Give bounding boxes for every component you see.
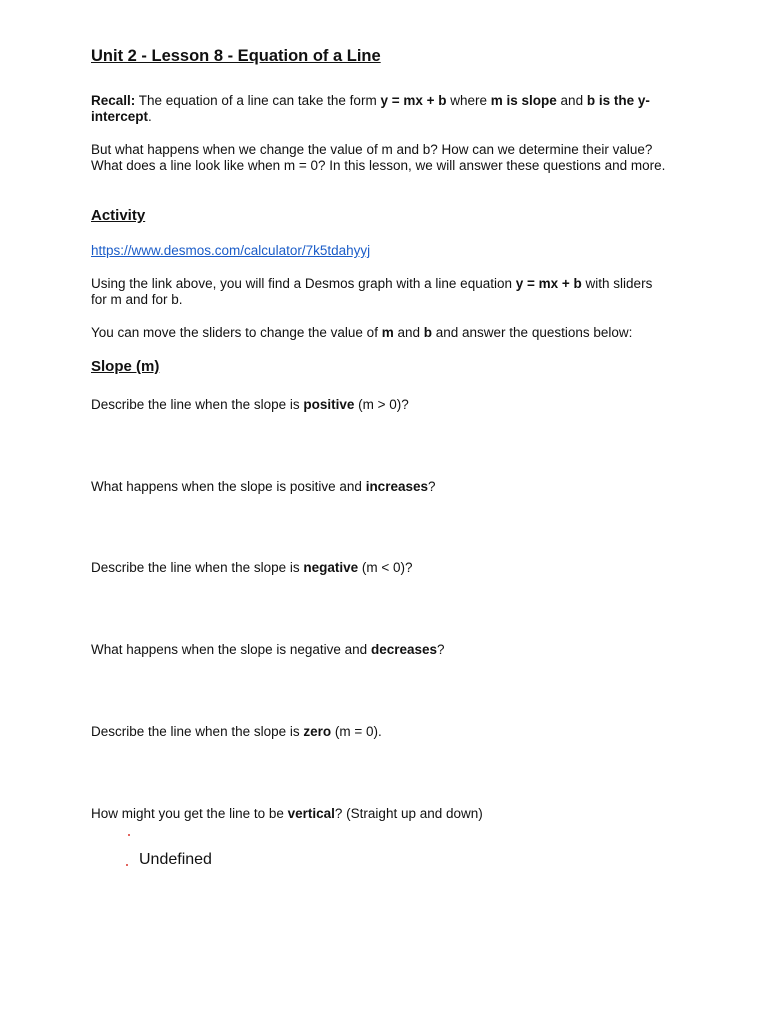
question-text: (m < 0)?	[358, 560, 413, 575]
question-keyword: zero	[303, 724, 332, 739]
question-text: Describe the line when the slope is	[91, 397, 304, 412]
activity-text: and answer the questions below:	[432, 325, 633, 340]
question-text: (m = 0).	[331, 724, 382, 739]
question-text: ?	[428, 479, 436, 494]
recall-text: and	[556, 93, 587, 108]
question-zero	[91, 724, 671, 740]
recall-equation: y = mx + b	[380, 93, 447, 108]
question-text: (m > 0)?	[354, 397, 409, 412]
question-text: Describe the line when the slope is	[91, 560, 304, 575]
question-text: How might you get the line to be	[91, 806, 288, 821]
var-m: m	[381, 325, 394, 340]
question-negative-decreases	[91, 642, 671, 658]
question-text: Describe the line when the slope is	[91, 724, 304, 739]
question-keyword: vertical	[287, 806, 335, 821]
activity-text: with sliders for m and for b.	[91, 276, 653, 307]
question-positive-increases	[91, 479, 671, 495]
question-positive	[91, 397, 671, 413]
question-keyword: decreases	[370, 642, 438, 657]
activity-paragraph-2	[91, 325, 671, 341]
recall-text: The equation of a line can take the form	[135, 93, 381, 108]
desmos-link[interactable]: https://www.desmos.com/calculator/7k5tdahyyj	[91, 243, 371, 258]
red-marker-dot	[128, 834, 130, 836]
recall-m-slope: m is slope	[490, 93, 557, 108]
activity-paragraph-1	[91, 276, 671, 308]
recall-label: Recall:	[91, 93, 136, 108]
recall-text: where	[446, 93, 491, 108]
recall-paragraph	[91, 93, 671, 125]
recall-b-intercept: b is the y-intercept	[91, 93, 650, 124]
activity-text: and	[393, 325, 424, 340]
question-text: What happens when the slope is negative and	[91, 642, 371, 657]
question-negative	[91, 560, 671, 576]
red-marker-dot	[126, 864, 128, 866]
answer-text[interactable]: Undefined	[139, 851, 212, 868]
question-keyword: positive	[303, 397, 355, 412]
activity-text: Using the link above, you will find a Desmos graph with a line equation	[91, 276, 516, 291]
activity-heading: Activity	[91, 207, 146, 224]
question-text: ? (Straight up and down)	[334, 806, 483, 821]
slope-heading: Slope (m)	[91, 358, 160, 375]
question-keyword: increases	[365, 479, 428, 494]
intro-paragraph: But what happens when we change the value of m and b? How can we determine their value? What does a line look like when m = 0? In this lesson, we will answer these questions and more.	[91, 142, 666, 173]
activity-link-line	[91, 243, 671, 259]
page-title: Unit 2 - Lesson 8 - Equation of a Line	[91, 47, 381, 65]
question-text: ?	[437, 642, 445, 657]
question-vertical	[91, 806, 671, 822]
question-keyword: negative	[303, 560, 359, 575]
var-b: b	[423, 325, 432, 340]
activity-text: You can move the sliders to change the value of	[91, 325, 382, 340]
recall-text: .	[148, 109, 152, 124]
question-text: What happens when the slope is positive and	[91, 479, 366, 494]
activity-equation: y = mx + b	[515, 276, 582, 291]
